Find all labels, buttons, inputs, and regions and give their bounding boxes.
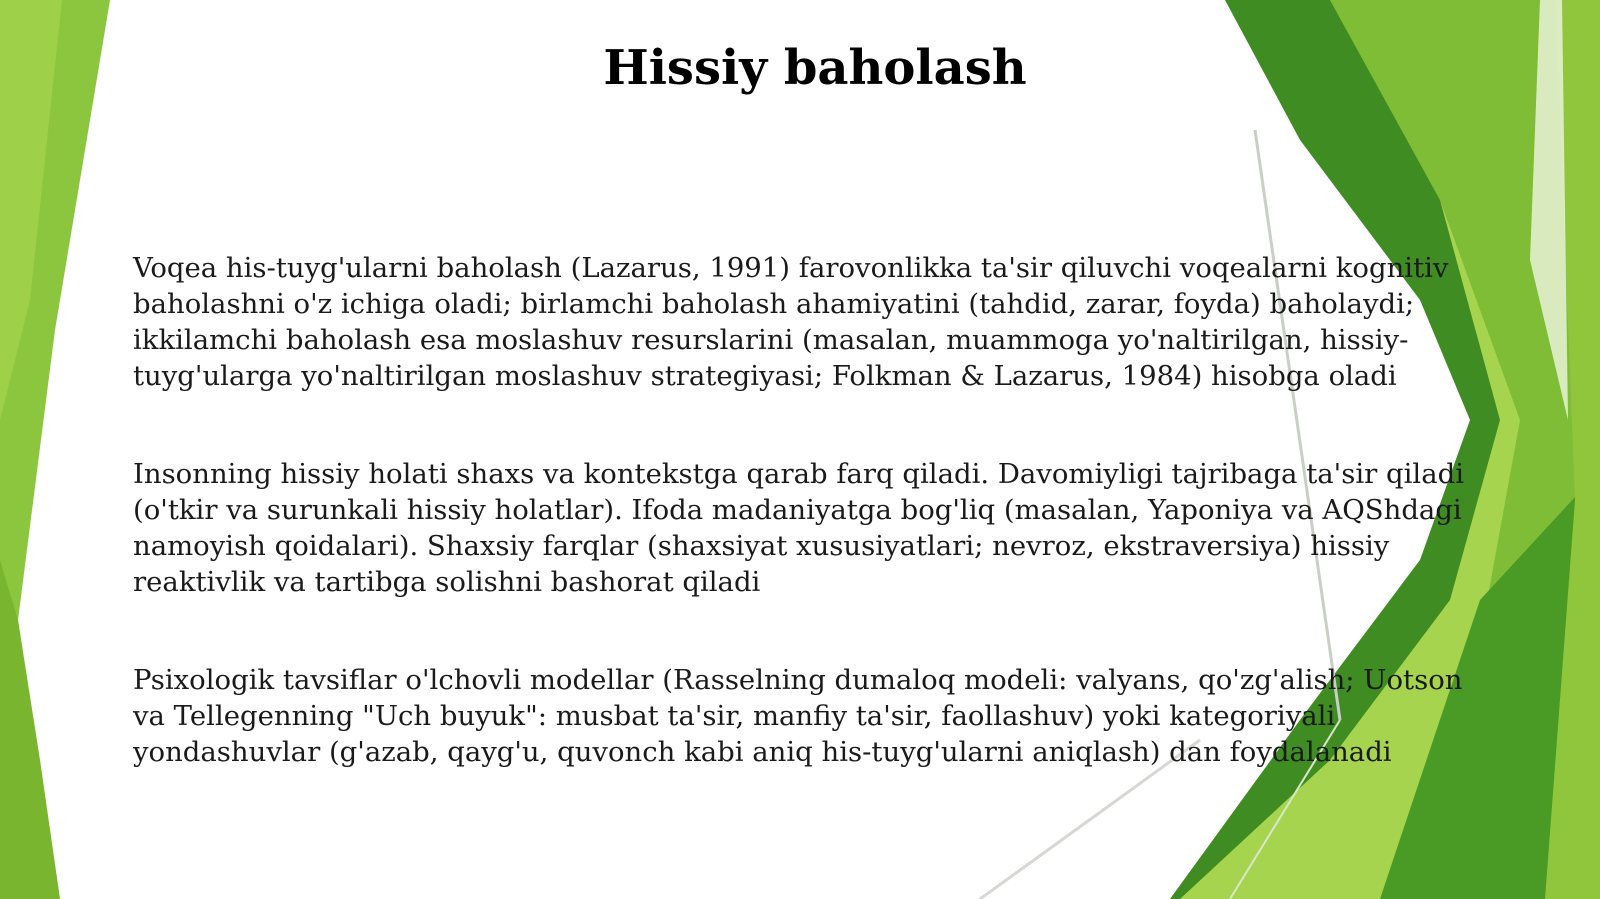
slide-content [133,250,1503,770]
slide-title: Hissiy baholash [603,40,1027,96]
left-green-shape-dark [0,560,60,899]
paragraph-appraisal: Voqea his-tuyg'ularni baholash (Lazarus, 1991) farovonlikka ta'sir qiluvchi voqealarni kognitiv baholashni o'z ichiga oladi; birlamchi baholash ahamiyatini (tahdid, zarar, foyda) baholaydi; ikkilamchi baholash esa moslashuv resurslarini (masalan, muammoga yo'naltirilgan, hissiy-tuyg'ularga yo'naltirilgan moslashuv strategiyasi; Folkman & Lazarus, 1984) hisobga oladi [133,252,1449,392]
paragraph-emotional-state: Insonning hissiy holati shaxs va kontekstga qarab farq qiladi. Davomiyligi tajribaga ta'sir qiladi (o'tkir va surunkali hissiy holatlar). Ifoda madaniyatga bog'liq (masalan, Yaponiya va AQShdagi namoyish qoidalari). Shaxsiy farqlar (shaxsiyat xususiyatlari; nevroz, ekstraversiya) hissiy reaktivlik va tartibga solishni bashorat qiladi [133,458,1464,598]
paragraph-psychological-models: Psixologik tavsiflar o'lchovli modellar (Rasselning dumaloq modeli: valyans, qo'zg'alish; Uotson va Tellegenning "Uch buyuk": musbat ta'sir, manfiy ta'sir, faollashuv) yoki kategoriyali yondashuvlar (g'azab, qayg'u, quvonch kabi aniq his-tuyg'ularni aniqlash) dan foydalanadi [133,664,1463,768]
